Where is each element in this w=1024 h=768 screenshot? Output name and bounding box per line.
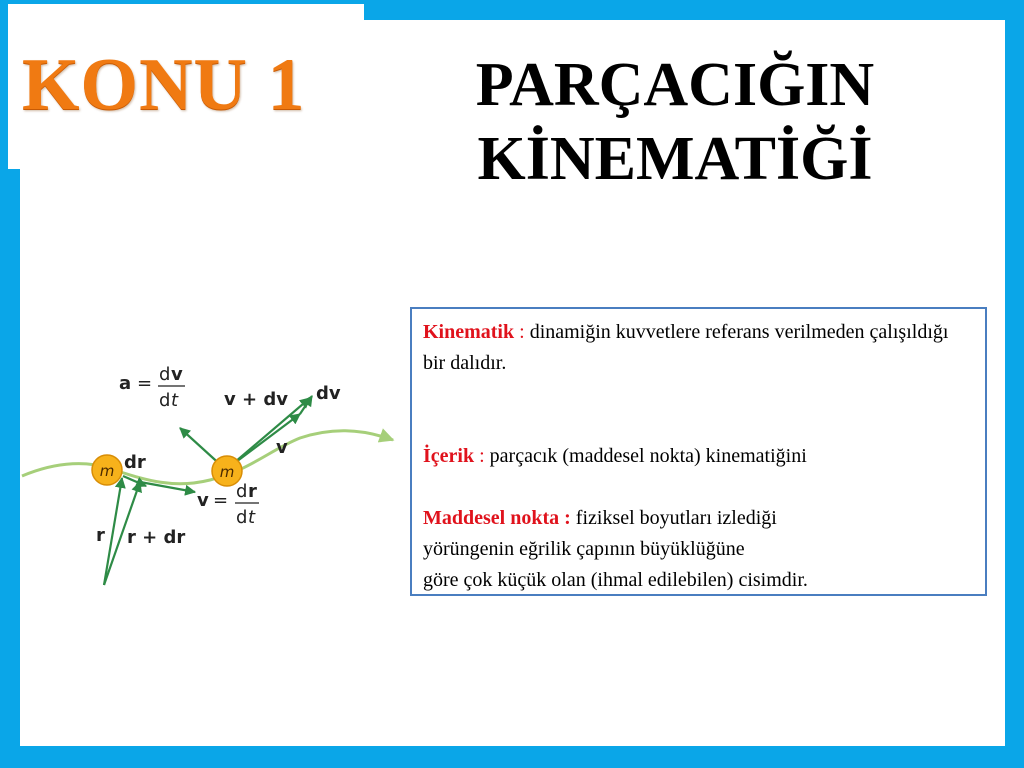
label-r: r <box>96 525 105 546</box>
definition-icerik-text: parçacık (maddesel nokta) kinematiğini <box>489 445 807 467</box>
term-maddesel-nokta: Maddesel nokta : <box>423 507 571 529</box>
label-a-equals: = <box>137 373 153 394</box>
label-a: a <box>119 373 132 394</box>
definition-maddesel-nokta <box>423 503 975 596</box>
spacer <box>423 379 975 441</box>
label-v-den-d: d <box>236 507 248 528</box>
title-line-1: PARÇACIĞIN <box>475 51 875 119</box>
label-a-num-v: v <box>171 364 183 385</box>
label-v-num-d: d <box>236 481 248 502</box>
label-a-den-t: t <box>171 390 179 411</box>
label-v: v <box>197 490 209 511</box>
trajectory-path <box>22 431 393 484</box>
label-a-num-d: d <box>159 364 171 385</box>
label-v-mid: v <box>276 437 288 458</box>
mass-label-1: m <box>99 462 115 480</box>
mass-label-2: m <box>219 463 235 481</box>
definition-icerik <box>423 441 975 472</box>
label-v-plus-dv: v + dv <box>224 389 288 410</box>
definition-kinematik <box>423 317 975 379</box>
definition-maddesel-line-1: fiziksel boyutları izlediği <box>570 507 777 529</box>
label-a-den-d: d <box>159 390 171 411</box>
title-line-2: KİNEMATİĞİ <box>477 125 873 193</box>
label-dr: dr <box>124 452 146 473</box>
label-v-den-t: t <box>248 507 256 528</box>
label-v-equals: = <box>213 490 229 511</box>
term-kinematik-separator: : <box>514 321 530 343</box>
term-icerik: İçerik <box>423 445 475 467</box>
vector-r <box>104 478 122 585</box>
label-v-num-r: r <box>248 481 257 502</box>
term-kinematik: Kinematik <box>423 321 515 343</box>
definition-maddesel-line-3: göre çok küçük olan (ihmal edilebilen) cisimdir. <box>423 569 808 591</box>
label-r-plus-dr: r + dr <box>127 527 186 548</box>
definitions-box <box>410 307 987 596</box>
term-icerik-separator: : <box>474 445 490 467</box>
definition-kinematik-text: dinamiğin kuvvetlere referans verilmeden çalışıldığı bir dalıdır. <box>423 321 949 374</box>
label-dv: dv <box>316 383 341 404</box>
topic-badge: KONU 1 <box>22 44 306 126</box>
definition-maddesel-line-2: yörüngenin eğrilik çapının büyüklüğüne <box>423 538 745 560</box>
spacer <box>423 472 975 503</box>
